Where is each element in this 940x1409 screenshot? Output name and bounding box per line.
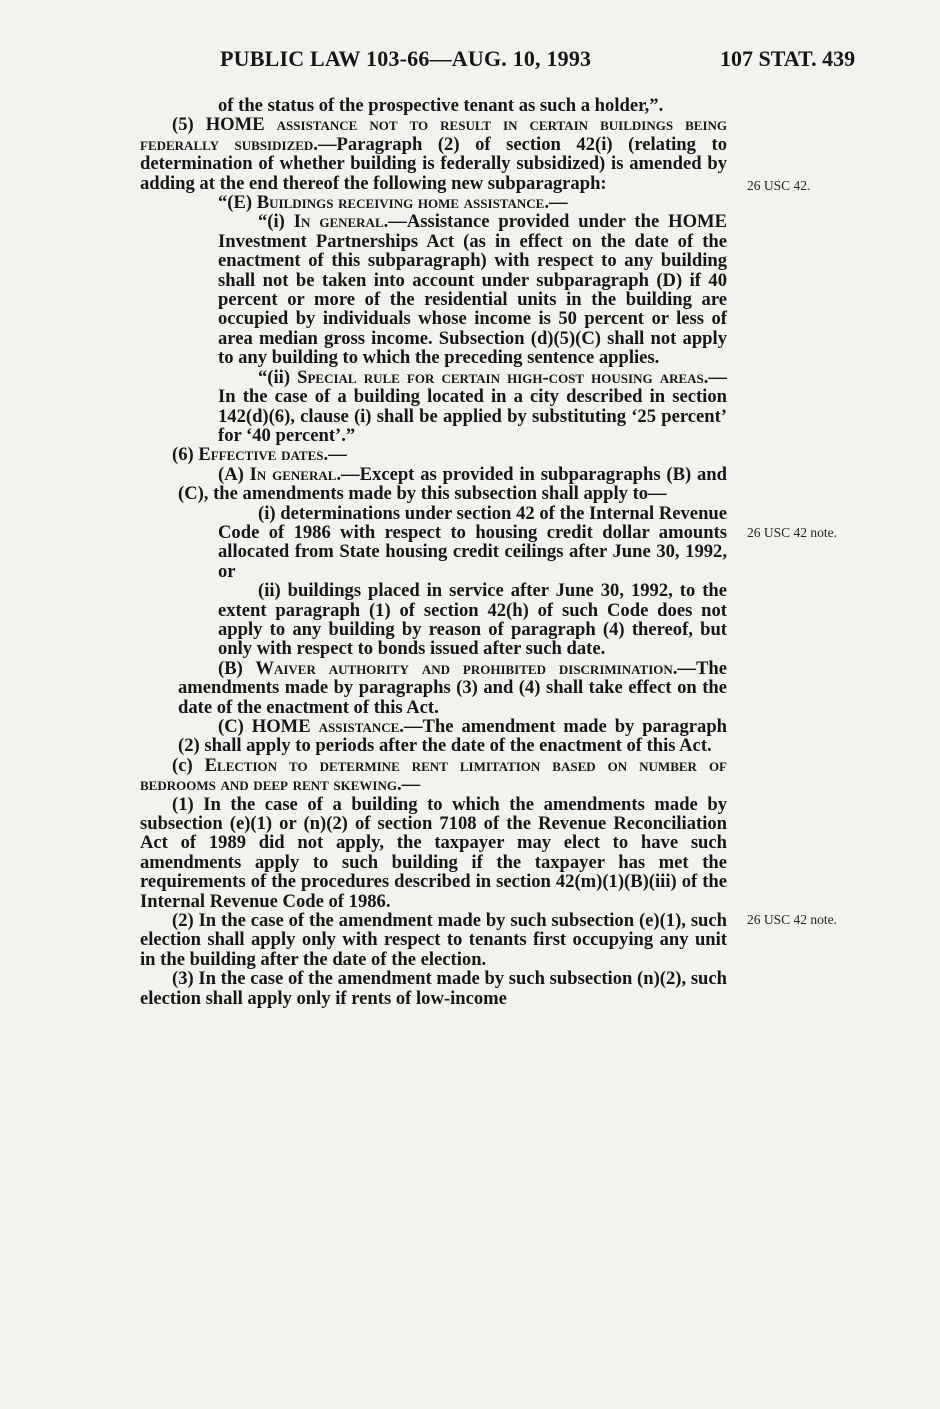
clause-ii-buildings: (ii) buildings placed in service after June 30, 1992, to the extent paragraph (1) of section 42(h) of such Code does not apply to any building by reason of paragraph (4) thereof, but only with respect to bonds issued after such date. — [218, 580, 727, 660]
page-header — [0, 46, 940, 76]
paragraph-5: (5) HOME assistance not to result in certain buildings being federally subsidized.—Paragraph (2) of section 42(i) (relating to determination of whether building is federally subsidized) is amended by adding at the end thereof the following new subparagraph: — [140, 114, 727, 194]
subparagraph-e-heading: “(E) Buildings receiving home assistance.— — [218, 192, 568, 214]
margin-note-usc-42-note-c: 26 USC 42 note. — [747, 912, 838, 927]
paragraph-c-3: (3) In the case of the amendment made by such subsection (n)(2), such election shall apply only if rents of low-income — [140, 968, 727, 1009]
running-head-title: PUBLIC LAW 103-66—AUG. 10, 1993 — [220, 46, 592, 71]
subparagraph-a-general: (A) In general.—Except as provided in subparagraphs (B) and (C), the amendments made by this subsection shall apply to— — [178, 463, 727, 505]
subsection-c-heading: (c) Election to determine rent limitation based on number of bedrooms and deep rent skewing.— — [140, 754, 727, 796]
subparagraph-c-home-assistance: (C) HOME assistance.—The amendment made by paragraph (2) shall apply to periods after the date of the enactment of this Act. — [178, 716, 727, 757]
clause-i-general: “(i) In general.—Assistance provided under the HOME Investment Partnerships Act (as in effect on the date of the enactment of this subparagraph) with respect to any building shall not be taken into account under subparagraph (D) if 40 percent or more of the residential units in the building are occupied by individuals whose income is 50 percent or less of area median gross income. Subsection (d)(5)(C) shall not apply to any building to which the preceding sentence applies. — [218, 211, 727, 369]
clause-ii-special-rule: “(ii) Special rule for certain high-cost housing areas.—In the case of a building located in a city described in section 142(d)(6), clause (i) shall be applied by substituting ‘25 percent’ for ‘40 percent’.” — [218, 366, 727, 446]
paragraph-continuation: of the status of the prospective tenant as such a holder,”. — [218, 95, 664, 116]
subparagraph-b-waiver: (B) Waiver authority and prohibited discrimination.—The amendments made by paragraphs (3) and (4) shall take effect on the date of the enactment of this Act. — [178, 657, 727, 718]
margin-note-usc-42-note: 26 USC 42 note. — [747, 525, 838, 540]
margin-note-usc-42: 26 USC 42. — [747, 178, 811, 193]
paragraph-6-heading: (6) Effective dates.— — [172, 444, 347, 466]
paragraph-c-1: (1) In the case of a building to which the amendments made by subsection (e)(1) or (n)(2) of section 7108 of the Revenue Reconciliation Act of 1989 did not apply, the taxpayer may elect to have such amendments apply to such building if the taxpayer has met the requirements of the procedures described in section 42(m)(1)(B)(iii) of the Internal Revenue Code of 1986. — [140, 793, 727, 912]
paragraph-c-2: (2) In the case of the amendment made by such subsection (e)(1), such election shall apply only with respect to tenants first occupying any unit in the building after the date of the election. — [140, 910, 727, 970]
statute-body — [140, 96, 727, 1008]
statute-page-number: 107 STAT. 439 — [720, 46, 856, 71]
clause-i-determinations: (i) determinations under section 42 of the Internal Revenue Code of 1986 with respect to housing credit dollar amounts allocated from State housing credit ceilings after June 30, 1992, or — [218, 502, 727, 582]
